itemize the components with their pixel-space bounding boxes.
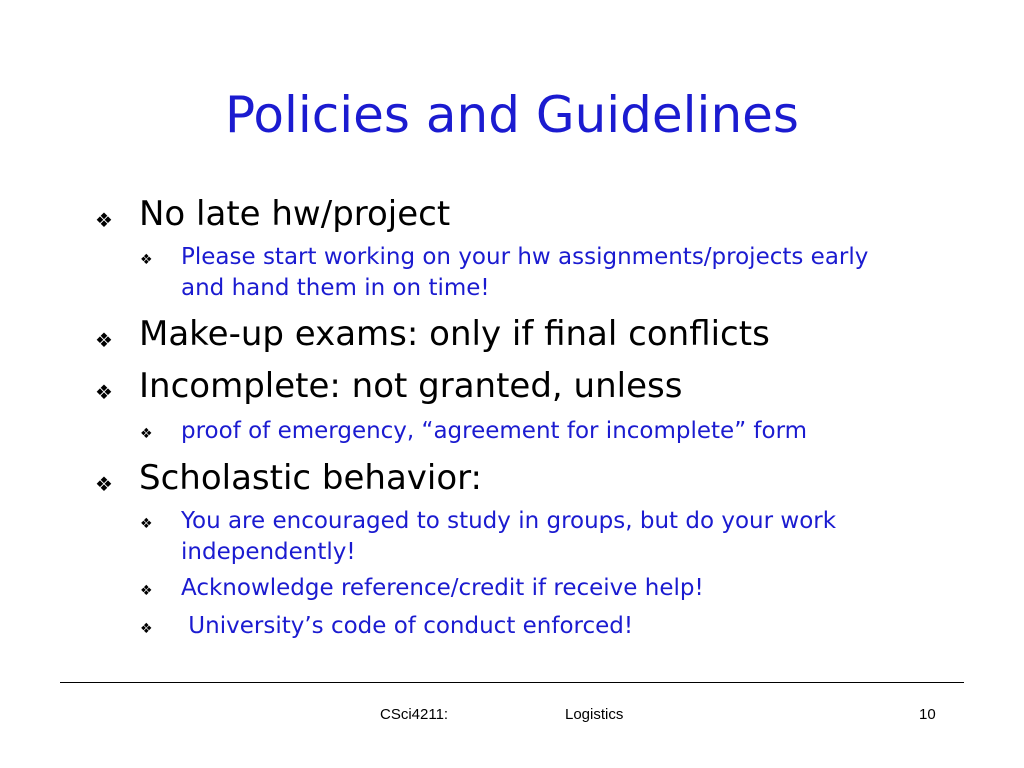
- sub-bullet-text: You are encouraged to study in groups, but do your work: [181, 508, 837, 534]
- bullet-no-late-hw: [95, 194, 451, 234]
- diamond-bullet-icon: ❖: [140, 516, 153, 532]
- bullet-make-up-exams: [95, 314, 770, 354]
- diamond-bullet-icon: ❖: [95, 328, 113, 352]
- sub-bullet-text: and hand them in on time!: [181, 275, 490, 301]
- diamond-bullet-icon: ❖: [140, 426, 153, 442]
- diamond-bullet-icon: ❖: [95, 208, 113, 232]
- bullet-text: Scholastic behavior:: [139, 458, 482, 498]
- sub-bullet-text: proof of emergency, “agreement for incomplete” form: [181, 418, 808, 444]
- bullet-text: Make-up exams: only if final conflicts: [139, 314, 770, 354]
- sub-bullet-study-groups-cont: [140, 537, 356, 568]
- sub-bullet-text: University’s code of conduct enforced!: [181, 613, 634, 639]
- diamond-bullet-icon: ❖: [140, 621, 153, 637]
- diamond-bullet-icon: ❖: [140, 252, 153, 268]
- sub-bullet-text: Please start working on your hw assignments/projects early: [181, 244, 869, 270]
- bullet-incomplete: [95, 366, 683, 406]
- sub-bullet-proof-emergency: [140, 416, 808, 447]
- slide-title: Policies and Guidelines: [225, 86, 799, 144]
- sub-bullet-study-groups: [140, 506, 837, 537]
- sub-bullet-text: independently!: [181, 539, 356, 565]
- sub-bullet-start-early-cont: [140, 273, 490, 304]
- sub-bullet-code-of-conduct: [140, 611, 634, 642]
- bullet-scholastic-behavior: [95, 458, 482, 498]
- sub-bullet-start-early: [140, 242, 869, 273]
- bullet-text: No late hw/project: [139, 194, 451, 234]
- diamond-bullet-icon: ❖: [140, 583, 153, 599]
- diamond-bullet-icon: ❖: [95, 380, 113, 404]
- sub-bullet-text: Acknowledge reference/credit if receive help!: [181, 575, 704, 601]
- footer-page-number: 10: [919, 706, 936, 723]
- footer-divider: [60, 682, 964, 683]
- sub-bullet-acknowledge: [140, 573, 704, 604]
- footer-topic: Logistics: [565, 706, 624, 723]
- diamond-bullet-icon: ❖: [95, 472, 113, 496]
- bullet-text: Incomplete: not granted, unless: [139, 366, 683, 406]
- footer-course: CSci4211:: [380, 706, 449, 723]
